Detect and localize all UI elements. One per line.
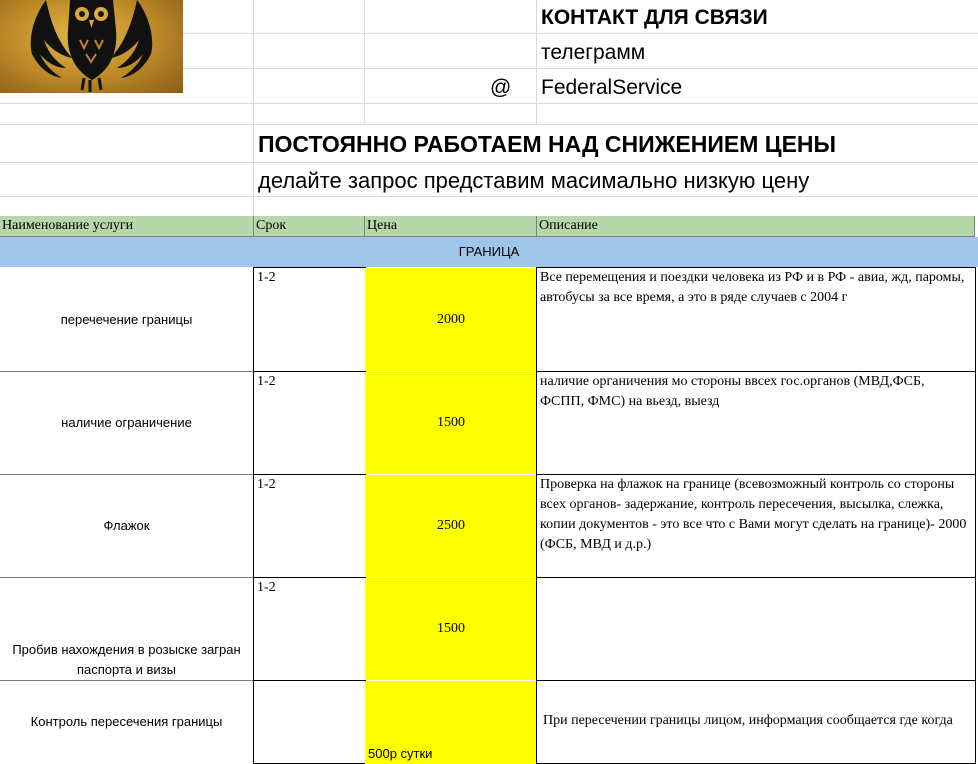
service-price-value: 1500: [437, 415, 465, 430]
service-term: 1-2: [253, 267, 366, 372]
row-separator: [0, 474, 253, 475]
gridline: [0, 162, 978, 163]
service-price-value: 2000: [437, 311, 465, 327]
owl-logo-icon: [0, 0, 183, 93]
service-name: Флажок: [103, 518, 150, 533]
service-price-value: 500р сутки: [368, 746, 433, 761]
service-term: 1-2: [253, 577, 366, 681]
promo-headline: ПОСТОЯННО РАБОТАЕМ НАД СНИЖЕНИЕМ ЦЕНЫ: [258, 131, 837, 157]
service-description: [536, 577, 976, 681]
row-separator: [0, 577, 253, 578]
contact-at-sign: @: [490, 76, 512, 99]
service-term: 1-2: [253, 371, 366, 475]
gridline: [0, 124, 978, 125]
service-description: При пересечении границы лицом, информация сообщается где когда: [536, 680, 976, 764]
service-name: Пробив нахождения в розыске загран паспорта и визы: [12, 642, 241, 677]
gridline: [183, 68, 978, 69]
service-price-value: 2500: [437, 518, 465, 533]
service-description: Все перемещения и поездки человека из РФ и в РФ - авиа, жд, паромы, автобусы за все время, а это в ряде случаев с 2004 г: [536, 267, 976, 372]
column-header-name: Наименование услуги: [0, 216, 254, 237]
contact-handle: FederalService: [541, 76, 683, 99]
gridline: [364, 0, 365, 124]
service-price: [365, 681, 537, 764]
service-term: [253, 680, 366, 764]
contact-messenger: телеграмм: [541, 41, 646, 64]
service-price: [365, 268, 537, 371]
column-header-term: Срок: [254, 216, 365, 237]
service-description: наличие органичения мо стороны ввсех гос.органов (МВД,ФСБ, ФСПП, ФМС) на вьезд, выезд: [536, 371, 976, 475]
column-header-price: Цена: [365, 216, 537, 237]
gridline: [0, 196, 978, 197]
service-price: [365, 578, 537, 680]
service-name: перечечение границы: [60, 312, 193, 327]
owl-logo: [0, 0, 183, 93]
section-header-border: ГРАНИЦА: [0, 237, 978, 267]
column-header-description: Описание: [537, 216, 975, 237]
service-description: Проверка на флажок на границе (всевозможный контроль со стороны всех органов- задержание, контроль пересечения, высылка, слежка, копии документов - это все что с Вами могут сделать на границе)- 2000 (ФСБ, МВД и д.р.): [536, 474, 976, 578]
service-price: [365, 372, 537, 474]
gridline: [536, 0, 537, 124]
service-price-value: 1500: [437, 621, 465, 636]
promo-subline: делайте запрос представим масимально низкую цену: [258, 168, 810, 193]
row-separator: [0, 371, 253, 372]
service-term: 1-2: [253, 474, 366, 578]
gridline: [0, 103, 978, 104]
service-price: [365, 475, 537, 577]
service-name: Контроль пересечения границы: [30, 714, 223, 729]
contact-title: КОНТАКТ ДЛЯ СВЯЗИ: [541, 6, 768, 29]
row-separator: [0, 680, 253, 681]
gridline: [183, 33, 978, 34]
service-name: наличие ограничение: [61, 415, 192, 430]
